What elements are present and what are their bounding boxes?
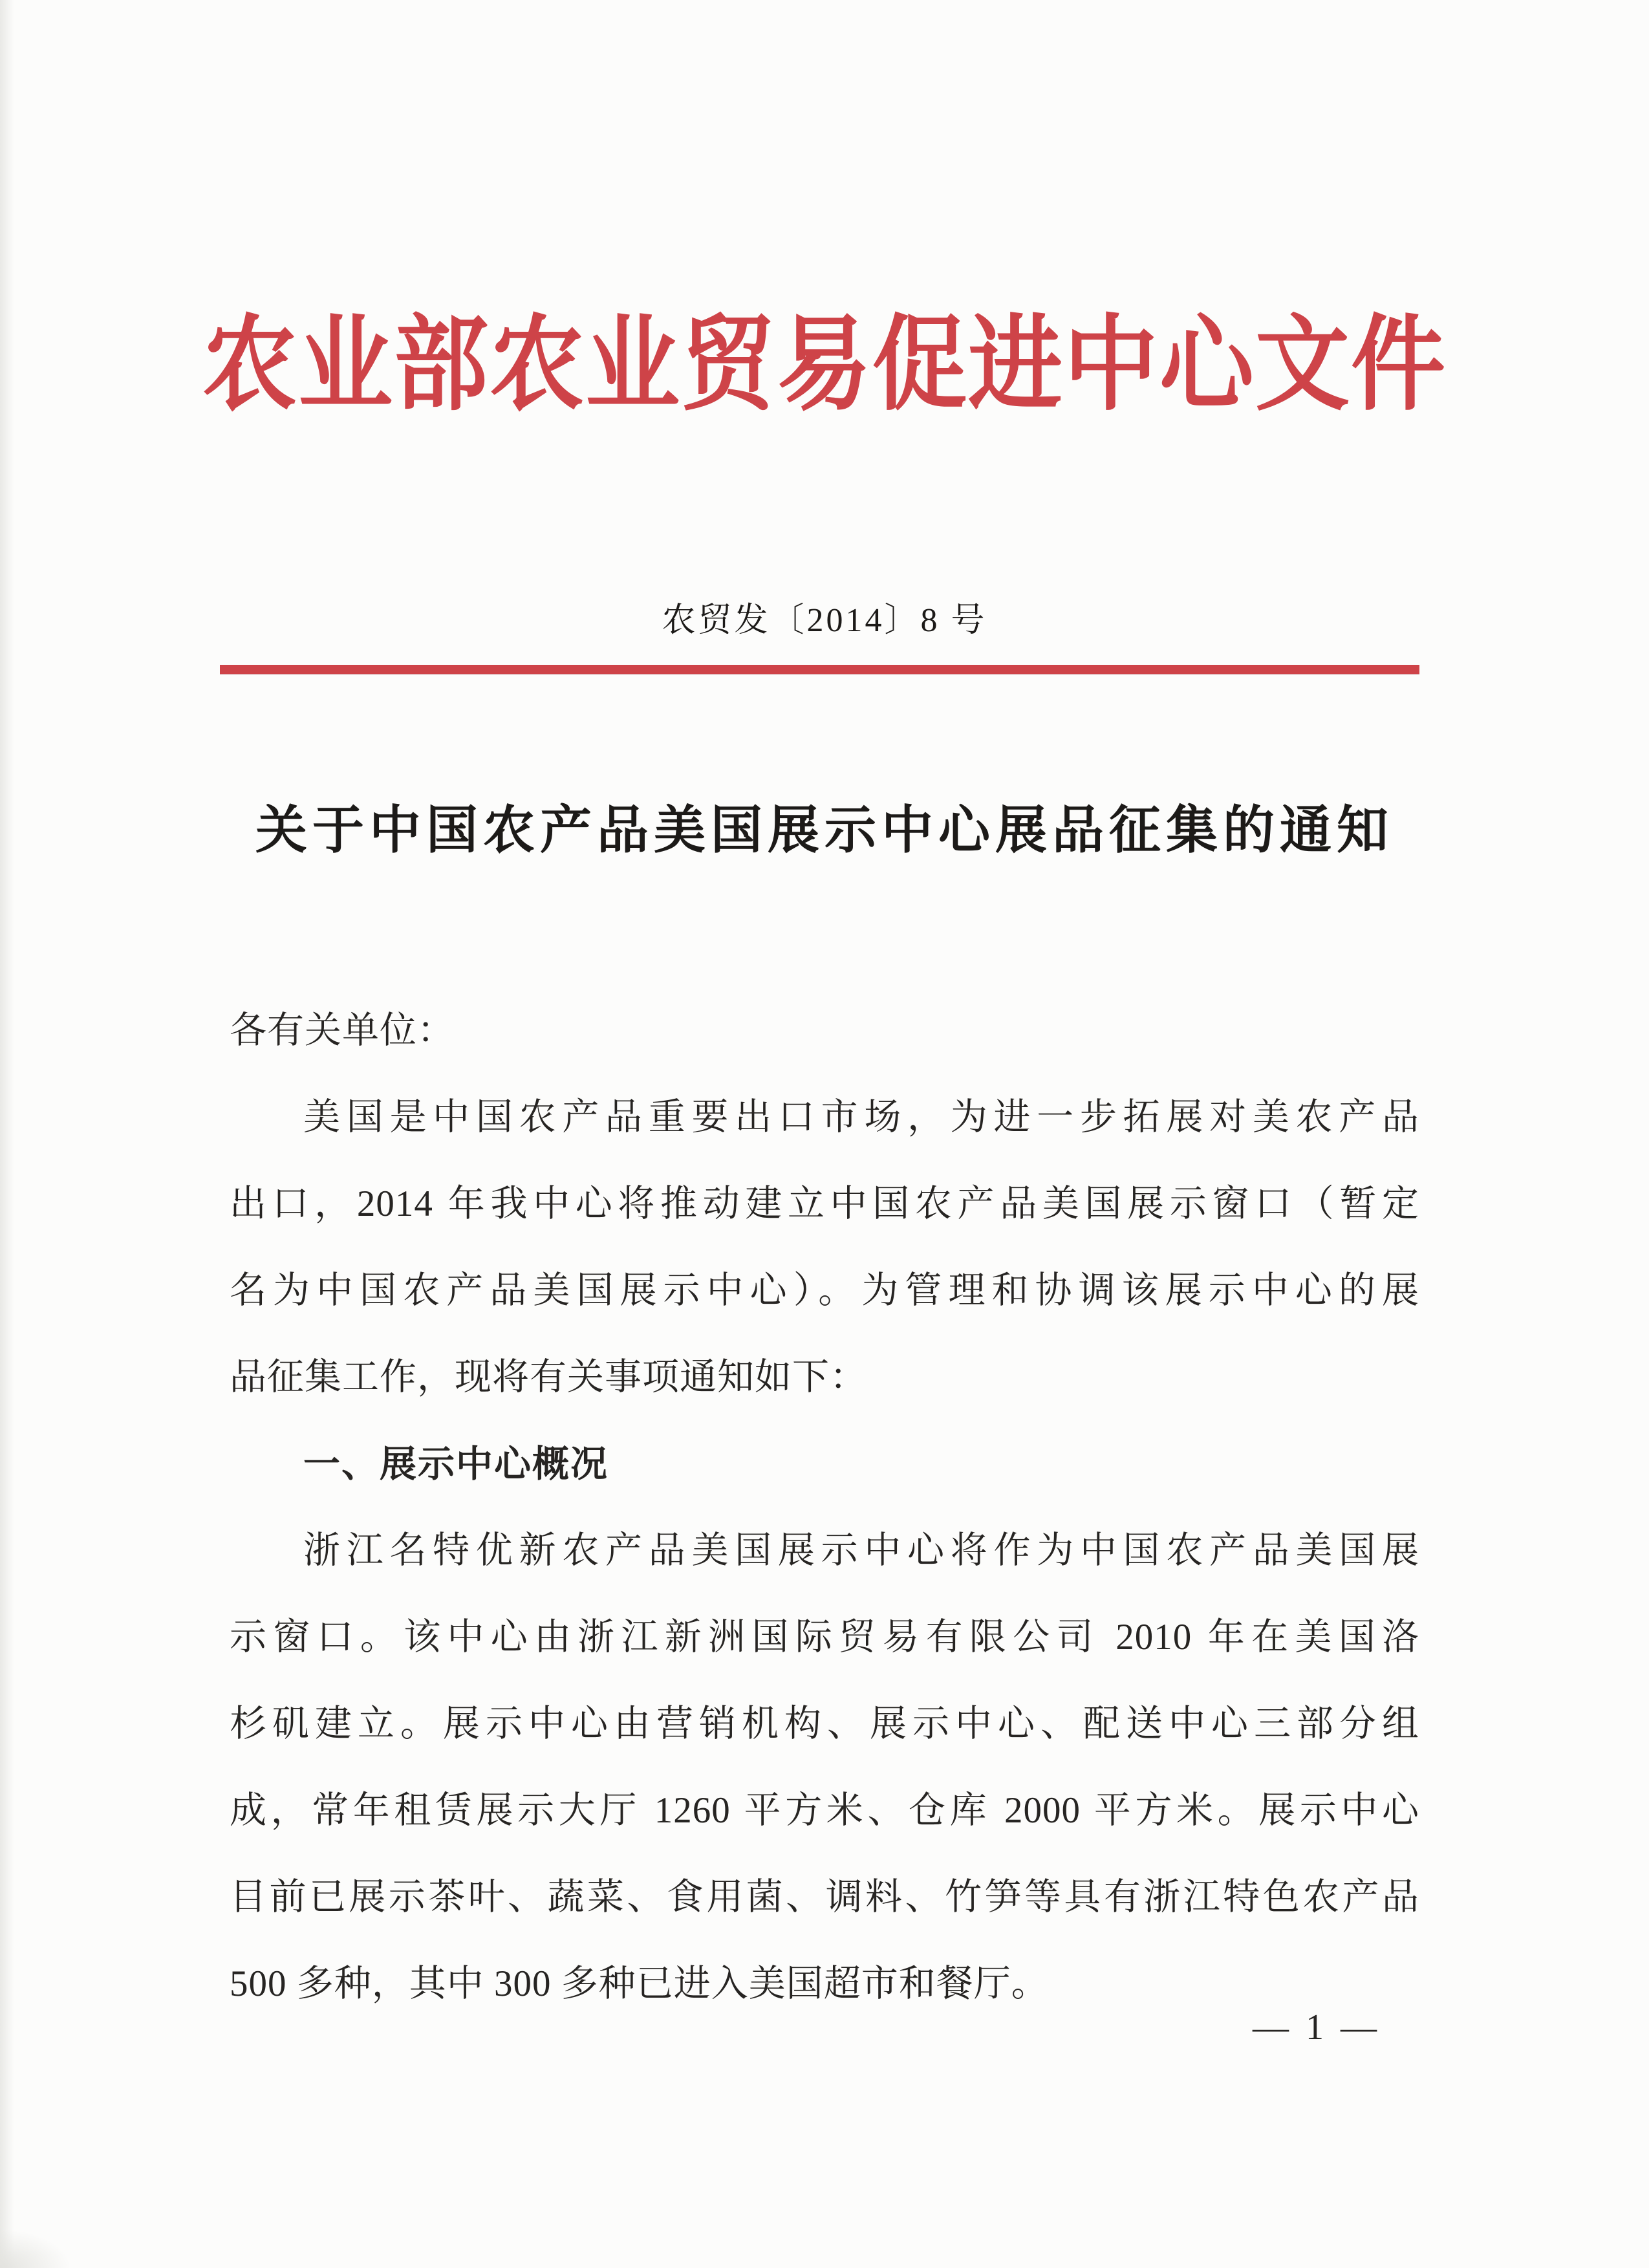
section1-heading: 一、展示中心概况 (303, 1443, 609, 1485)
paragraph1-line: 名为中国农产品美国展示中心）。为管理和协调该展示中心的展 (230, 1270, 1419, 1311)
doc-number: 农贸发〔2014〕8 号 (662, 602, 987, 639)
paragraph1-line: 出口，2014 年我中心将推动建立中国农产品美国展示窗口（暂定 (230, 1183, 1419, 1224)
document-title: 关于中国农产品美国展示中心展品征集的通知 (255, 803, 1394, 859)
scan-corner-smudge (0, 2229, 71, 2268)
paragraph1-line: 品征集工作，现将有关事项通知如下： (230, 1357, 867, 1398)
letterhead-title: 农业部农业贸易促进中心文件 (202, 307, 1447, 424)
paragraph2-line: 浙江名特优新农产品美国展示中心将作为中国农产品美国展 (303, 1530, 1419, 1571)
paragraph2-line: 示窗口。该中心由浙江新洲国际贸易有限公司 2010 年在美国洛 (230, 1617, 1419, 1658)
page-number: — 1 — (1253, 2007, 1381, 2047)
paragraph2-line: 杉矶建立。展示中心由营销机构、展示中心、配送中心三部分组 (230, 1703, 1419, 1744)
paragraph1-line: 美国是中国农产品重要出口市场，为进一步拓展对美农产品 (303, 1097, 1419, 1138)
paragraph2-line: 500 多种，其中 300 多种已进入美国超市和餐厅。 (230, 1963, 1049, 2004)
salutation: 各有关单位： (230, 1010, 455, 1051)
red-divider-line (220, 665, 1419, 674)
document-body (230, 988, 1419, 2027)
paragraph2-line: 目前已展示茶叶、蔬菜、食用菌、调料、竹笋等具有浙江特色农产品 (230, 1877, 1419, 1917)
paragraph2-line: 成，常年租赁展示大厅 1260 平方米、仓库 2000 平方米。展示中心 (230, 1790, 1419, 1831)
